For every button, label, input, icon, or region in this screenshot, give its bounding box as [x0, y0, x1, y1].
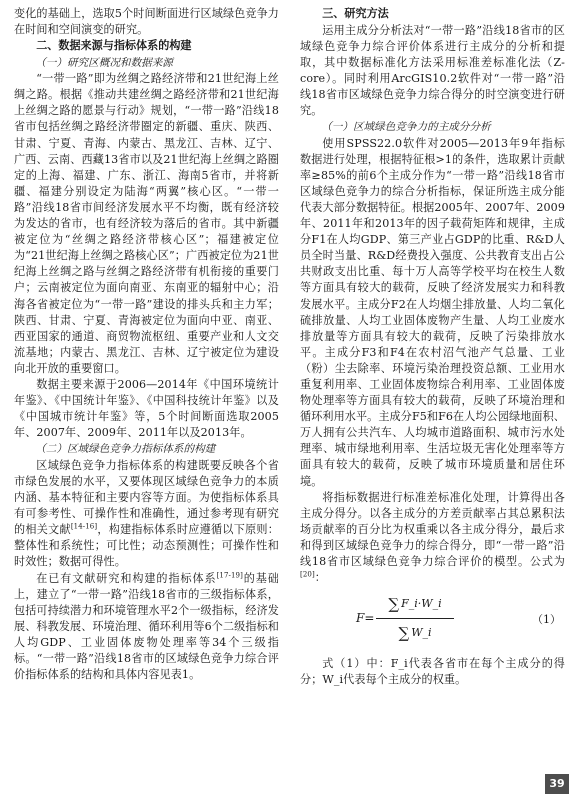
formula-numerator-text: F_i·W_i — [401, 597, 442, 611]
formula-numerator — [376, 590, 454, 619]
summation-icon: ∑ — [398, 624, 410, 643]
paragraph-data-source: 数据主要来源于2006—2014年《中国环境统计年鉴》、《中国统计年鉴》、《中国科技统计年鉴》以及《中国城市统计年鉴》等，5个时间断面选取2005年、2007年、2009年、2011年以及2013年。 — [14, 377, 279, 440]
summation-icon: ∑ — [388, 595, 400, 614]
formula-fraction — [376, 590, 454, 647]
subheading-index-system: （二）区域绿色竞争力指标体系的构建 — [35, 443, 216, 456]
formula-block — [300, 588, 565, 652]
paragraph-weighting-text-b: ： — [314, 571, 326, 585]
section-heading-methods: 三、研究方法 — [322, 7, 389, 20]
paragraph-index-principles — [14, 458, 279, 571]
subheading-study-area: （一）研究区概况和数据来源 — [35, 56, 173, 69]
formula-denominator — [376, 619, 454, 647]
citation-ref: [14-16] — [70, 522, 98, 531]
paragraph-index-structure-text-b: 的基础上，建立了“一带一路”沿线18省市的三级指标体系，包括可持续潜力和环境管理水平2个一级指标，经济发展、科教发展、环境治理、循环利用等6个二级指标和人均GDP、工业固体废物处理率等34个三级指标。“一带一路”沿线18省市的区域绿色竞争力综合评价指标体系的结构和具体内容见表1。 — [14, 571, 279, 682]
paragraph-pca: 使用SPSS22.0软件对2005—2013年9年指标数据进行处理，根据特征根>1的条件，选取累计贡献率≥85%的前6个主成分作为“一带一路”沿线18省市区域绿色竞争力的综合分析指标，保证所选主成分能代表大部分数据特征。根据2005年、2007年、2009年、2011年和2013年的因子载荷矩阵和规律，主成分F1在人均GDP、第三产业占GDP的比重、R&D人员全时当量、R&D经费投入强度、公共教育支出占公共财政支出比重、每十万人高等学校平均在校生人数等方面具有较大的载荷，反映了经济发展实力和科教发展水平。主成分F2在人均烟尘排放量、人均二氧化硫排放量、人均工业固体废物产生量、人均工业废水排放量等方面具有较大的载荷，反映了污染排放水平。主成分F3和F4在农村沼气池产气总量、工业（粉）尘去除率、环境污染治理投资总额、工业用水重复利用率、工业固体废物综合利用率、工业固体废物处理率等方面具有较大的载荷，反映了环境治理和循环利用水平。主成分F5和F6在人均公园绿地面积、万人拥有公共汽车、人均城市道路面积、城市污水处理率、城市绿地利用率、生活垃圾无害化处理率等方面具有较大的载荷，反映了城市环境质量和居住环境。 — [300, 136, 565, 488]
right-column — [300, 6, 565, 688]
formula-denominator-text: W_i — [411, 626, 432, 640]
paragraph-index-structure — [14, 571, 279, 684]
section-heading-data-and-index: 二、数据来源与指标体系的构建 — [36, 39, 192, 53]
equation-number: （1） — [532, 613, 561, 627]
left-column — [14, 6, 279, 683]
paragraph-study-area: “一带一路”即为丝绸之路经济带和21世纪海上丝绸之路。根据《推动共建丝绸之路经济带和21世纪海上丝绸之路的愿景与行动》规划，“一带一路”沿线18省市包括丝绸之路经济带圈定的新疆、重庆、陕西、甘肃、宁夏、青海、内蒙古、黑龙江、吉林、辽宁、广西、云南、西藏13省市以及21世纪海上丝绸之路圈定的上海、福建、广东、浙江、海南5省市，并将新疆、福建分别设定为陆海“两翼”核心区。“一带一路”沿线18省市间经济发展水平不均衡，既有经济较为发达的省市，也有经济较为落后的省市。其中新疆被定位为“丝绸之路经济带核心区”；福建被定位为“21世纪海上丝绸之路核心区”；广西被定位为21世纪海上丝绸之路与丝绸之路经济带有机衔接的重要门户；云南被定位为面向南亚、东南亚的辐射中心；沿海各省被定位为“一带一路”建设的排头兵和主力军；陕西、甘肃、宁夏、青海被定位为面向中亚、南亚、西亚国家的通道、商贸物流枢纽、重要产业和人文交流基地；内蒙古、黑龙江、吉林、辽宁被定位为建设向北开放的重要窗口。 — [14, 72, 279, 375]
subheading-pca: （一）区域绿色竞争力的主成分分析 — [321, 121, 491, 134]
formula-lhs: F= — [356, 611, 375, 626]
paragraph-methods: 运用主成分分析法对“一带一路”沿线18省市的区域绿色竞争力综合评价体系进行主成分的分析和提取，其中数据标准化方法采用标准差标准化法（Z-core）。同时利用ArcGIS10.2软件对“一带一路”沿线18省市区域绿色竞争力综合得分的时空演变进行研究。 — [300, 23, 565, 117]
citation-ref: [17-19] — [216, 570, 243, 579]
paragraph-index-structure-text-a: 在已有文献研究和构建的指标体系 — [36, 571, 217, 585]
paragraph-formula-note: 式（1）中：F_i代表各省市在每个主成分的得分；W_i代表每个主成分的权重。 — [300, 657, 565, 687]
paragraph-weighting — [300, 490, 565, 587]
paragraph-index-principles-text-b: ，构建指标体系时应遵循以下原则：整体性和系统性；可比性；动态预测性；可操作性和时效性；数据可得性。 — [14, 523, 279, 569]
page-number-badge: 39 — [545, 774, 569, 794]
intro-paragraph: 变化的基础上，选取5个时间断面进行区域绿色竞争力在时间和空间演变的研究。 — [14, 7, 279, 37]
citation-ref: [20] — [300, 570, 315, 579]
paragraph-index-principles-text-a: 区域绿色竞争力指标体系的构建既要反映各个省市绿色发展的水平，又要体现区域绿色竞争力的本质内涵、基本特征和主要内容等方面。为使指标体系具有可参考性、可操作性和准确性，通过参考现有研究的相关文献 — [14, 458, 279, 537]
paragraph-weighting-text-a: 将指标数据进行标准差标准化处理，计算得出各主成分得分。以各主成分的方差贡献率占其总累积法场贡献率的百分比为权重乘以各主成分得分，最后求和得到区域绿色竞争力的综合得分，即“一带一路”沿线18省市区域绿色竞争力综合评价的模型。公式为 — [300, 490, 565, 568]
